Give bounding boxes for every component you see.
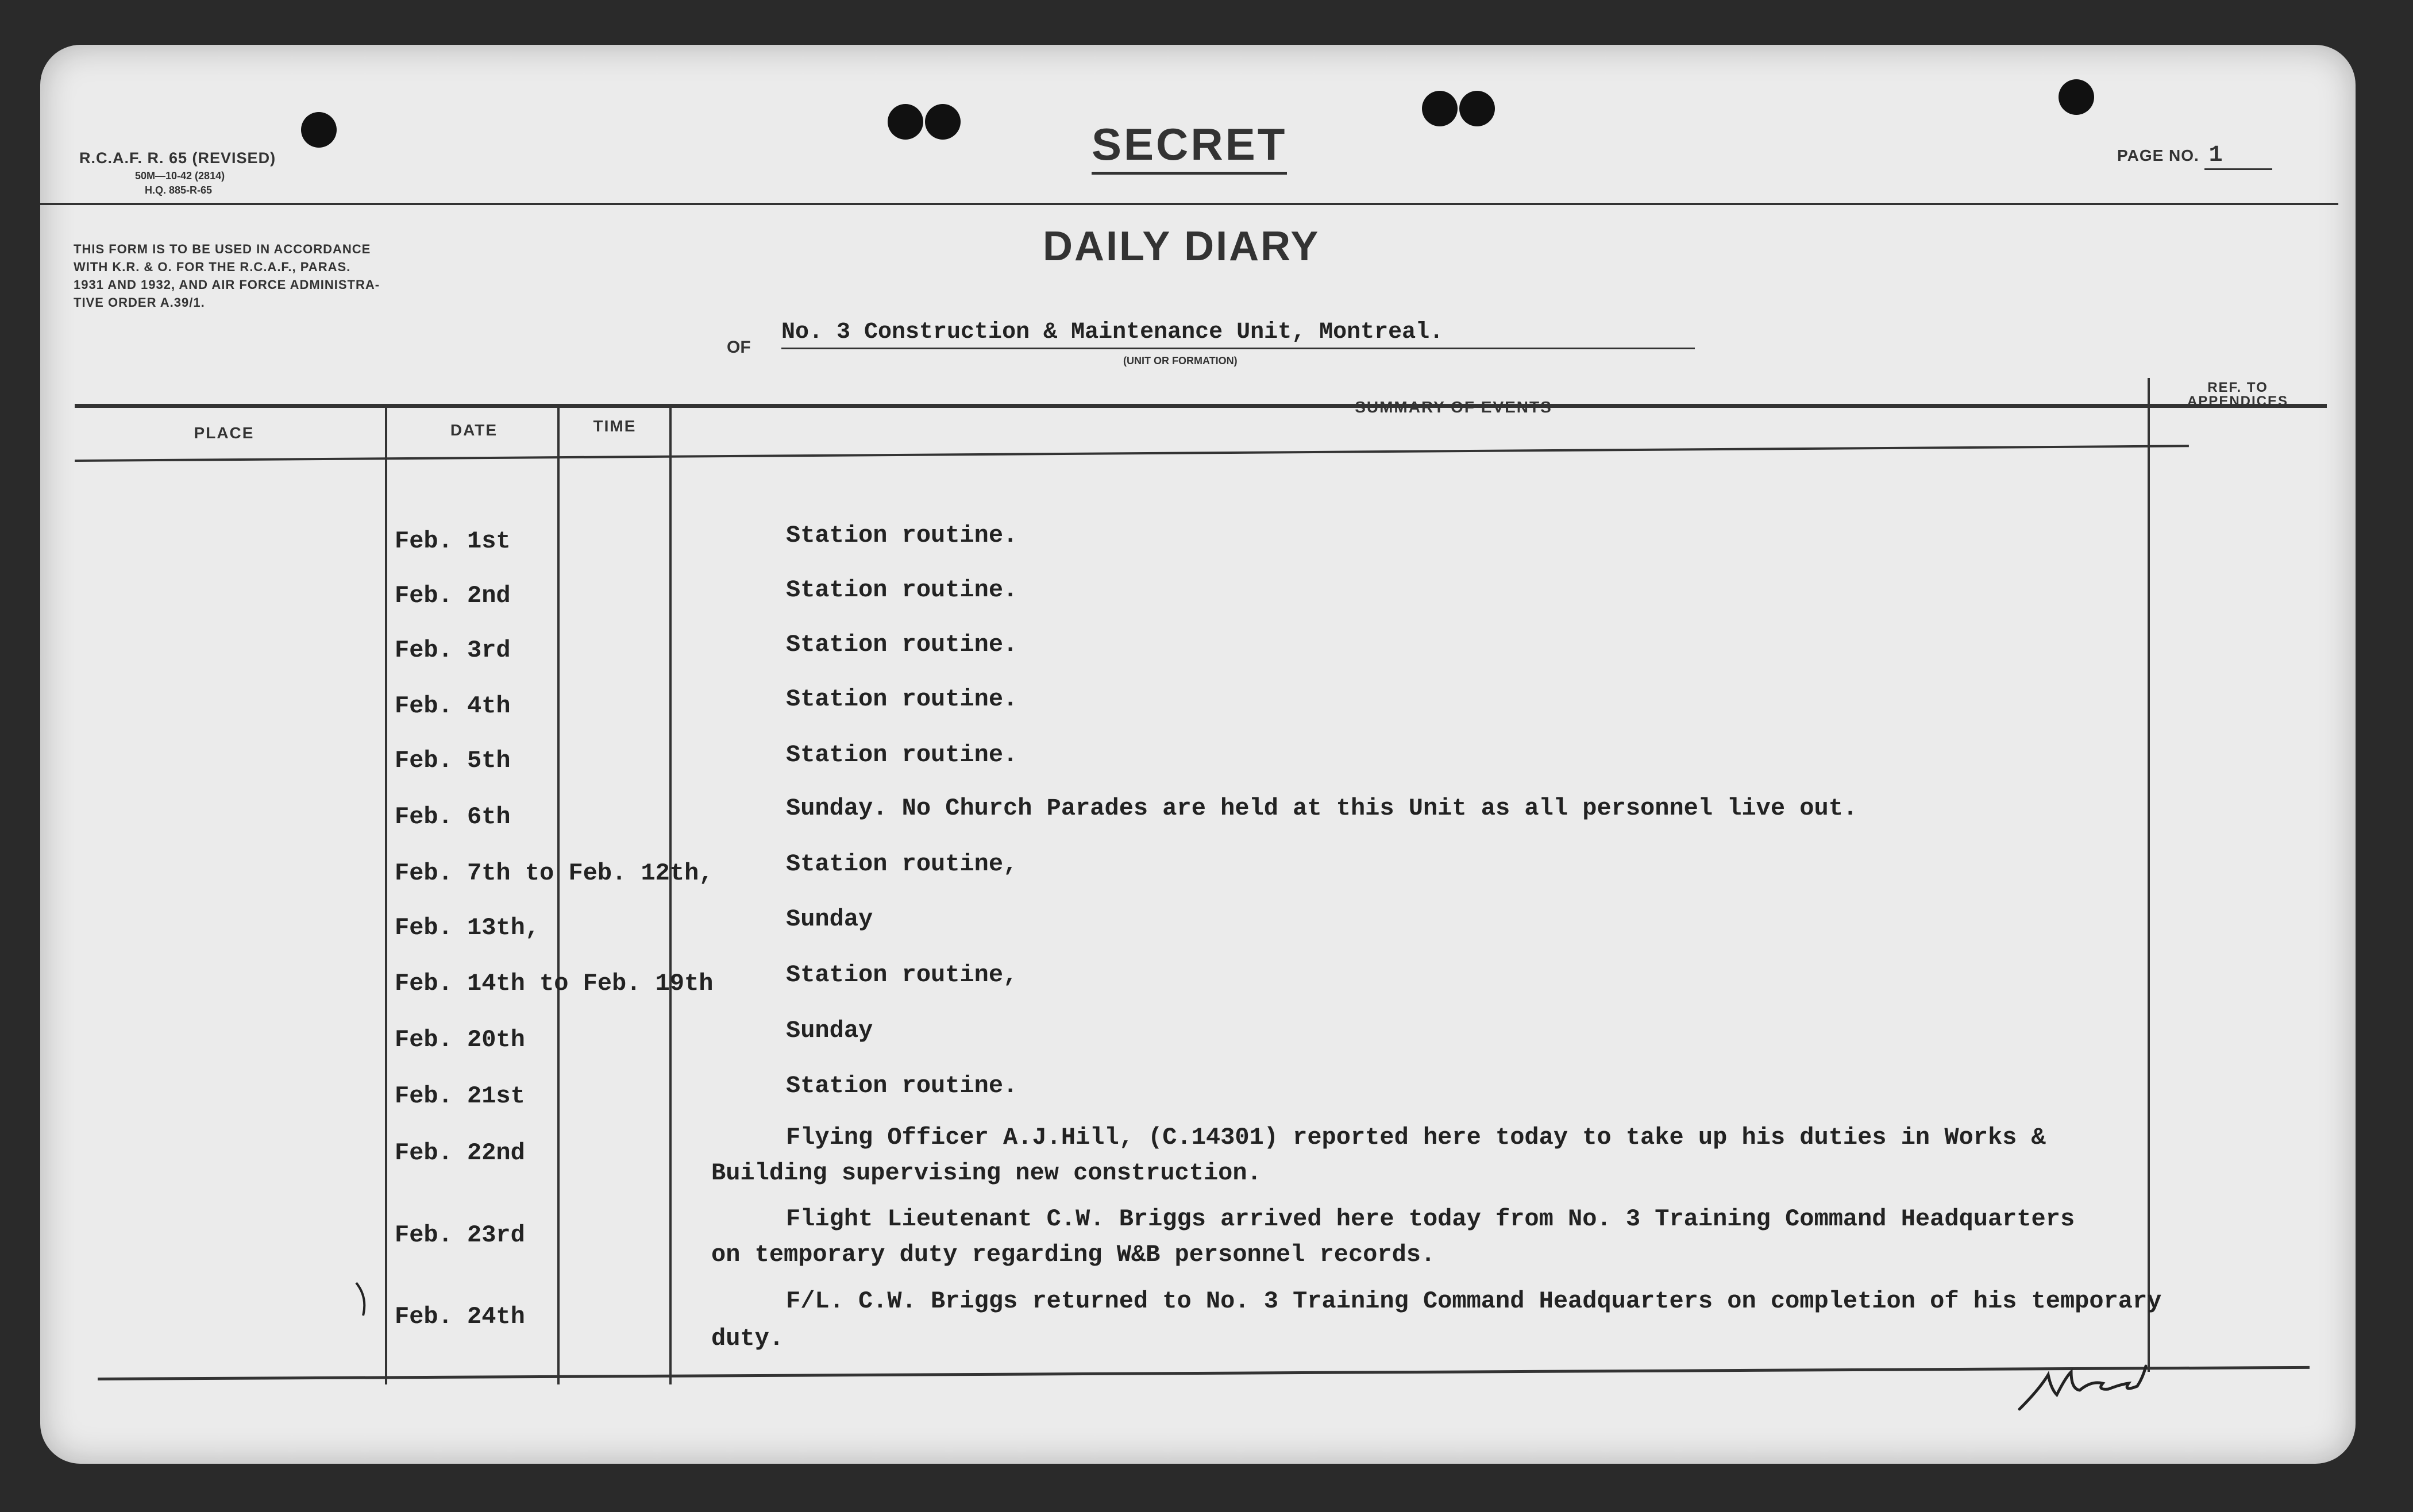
punch-hole [301, 112, 337, 148]
punch-hole [1422, 91, 1458, 126]
entry-event: Sunday [786, 905, 873, 933]
punch-hole [2059, 79, 2094, 115]
entry-date: Feb. 14th to Feb. 19th [395, 970, 714, 997]
instruction-line: TIVE ORDER A.39/1. [74, 295, 205, 310]
form-id: R.C.A.F. R. 65 (REVISED) [79, 149, 276, 167]
instruction-line: 1931 AND 1932, AND AIR FORCE ADMINISTRA- [74, 277, 380, 292]
entry-event: F/L. C.W. Briggs returned to No. 3 Training Command Headquarters on completion of his temporary [786, 1287, 2162, 1315]
entry-event: Flying Officer A.J.Hill, (C.14301) reported here today to take up his duties in Works & [786, 1124, 2046, 1151]
column-header-ref [2160, 381, 2315, 408]
column-header-summary: SUMMARY OF EVENTS [1355, 398, 1552, 416]
entry-event-continuation: Building supervising new construction. [711, 1159, 1262, 1187]
column-divider [557, 408, 560, 1384]
column-divider [385, 408, 387, 1384]
column-header-date: DATE [450, 421, 498, 439]
page-title: DAILY DIARY [1043, 223, 1320, 269]
unit-name: No. 3 Construction & Maintenance Unit, Montreal. [781, 319, 1695, 349]
entry-event: Station routine. [786, 741, 1018, 769]
classification-label: SECRET [1092, 118, 1287, 175]
signature-initials [2017, 1355, 2154, 1418]
entry-event-continuation: duty. [711, 1325, 784, 1352]
instruction-line: THIS FORM IS TO BE USED IN ACCORDANCE [74, 242, 371, 256]
column-header-time: TIME [593, 417, 637, 435]
ref-header-line: APPENDICES [2187, 394, 2289, 409]
entry-event: Station routine. [786, 522, 1018, 549]
page-label [2117, 142, 2272, 170]
unit-caption: (UNIT OR FORMATION) [1123, 355, 1238, 367]
column-divider [2148, 378, 2150, 1372]
table-top-rule [75, 404, 2327, 408]
entry-event: Flight Lieutenant C.W. Briggs arrived here today from No. 3 Training Command Headquarters [786, 1205, 2075, 1233]
entry-date: Feb. 7th to Feb. 12th, [395, 859, 714, 887]
entry-event-continuation: on temporary duty regarding W&B personnel records. [711, 1241, 1436, 1268]
entry-date: Feb. 2nd [395, 582, 511, 610]
entry-date: Feb. 3rd [395, 637, 511, 664]
entry-date: Feb. 24th [395, 1303, 525, 1330]
header-rule [40, 203, 2338, 205]
entry-event: Station routine. [786, 631, 1018, 658]
ref-header-line: REF. TO [2207, 380, 2268, 395]
entry-date: Feb. 21st [395, 1082, 525, 1110]
entry-event: Station routine, [786, 961, 1018, 989]
form-instructions [74, 240, 380, 311]
entry-date: Feb. 6th [395, 803, 511, 831]
entry-date: Feb. 1st [395, 527, 511, 555]
instruction-line: WITH K.R. & O. FOR THE R.C.A.F., PARAS. [74, 260, 351, 274]
entry-event: Station routine. [786, 685, 1018, 713]
entry-event: Station routine. [786, 1072, 1018, 1100]
entry-event: Station routine, [786, 850, 1018, 878]
entry-date: Feb. 13th, [395, 914, 540, 942]
punch-hole [888, 104, 923, 140]
entry-date: Feb. 23rd [395, 1221, 525, 1249]
page-label-text: PAGE NO. [2117, 146, 2199, 164]
table-head-rule [75, 445, 2189, 462]
entry-date: Feb. 5th [395, 747, 511, 774]
entry-event: Sunday [786, 1017, 873, 1044]
margin-mark [350, 1280, 373, 1320]
form-code: H.Q. 885-R-65 [145, 184, 213, 196]
entry-event: Sunday. No Church Parades are held at this Unit as all personnel live out. [786, 794, 1858, 822]
column-divider [669, 408, 672, 1384]
entry-date: Feb. 4th [395, 692, 511, 720]
column-header-place: PLACE [194, 424, 255, 442]
punch-hole [925, 104, 961, 140]
entry-event: Station routine. [786, 576, 1018, 604]
page-number: 1 [2204, 142, 2272, 170]
entry-date: Feb. 20th [395, 1026, 525, 1054]
punch-hole [1459, 91, 1495, 126]
entry-date: Feb. 22nd [395, 1139, 525, 1167]
table-bottom-rule [98, 1366, 2310, 1380]
diary-sheet [40, 45, 2356, 1464]
form-code: 50M—10-42 (2814) [135, 170, 225, 182]
of-label: OF [727, 338, 751, 357]
